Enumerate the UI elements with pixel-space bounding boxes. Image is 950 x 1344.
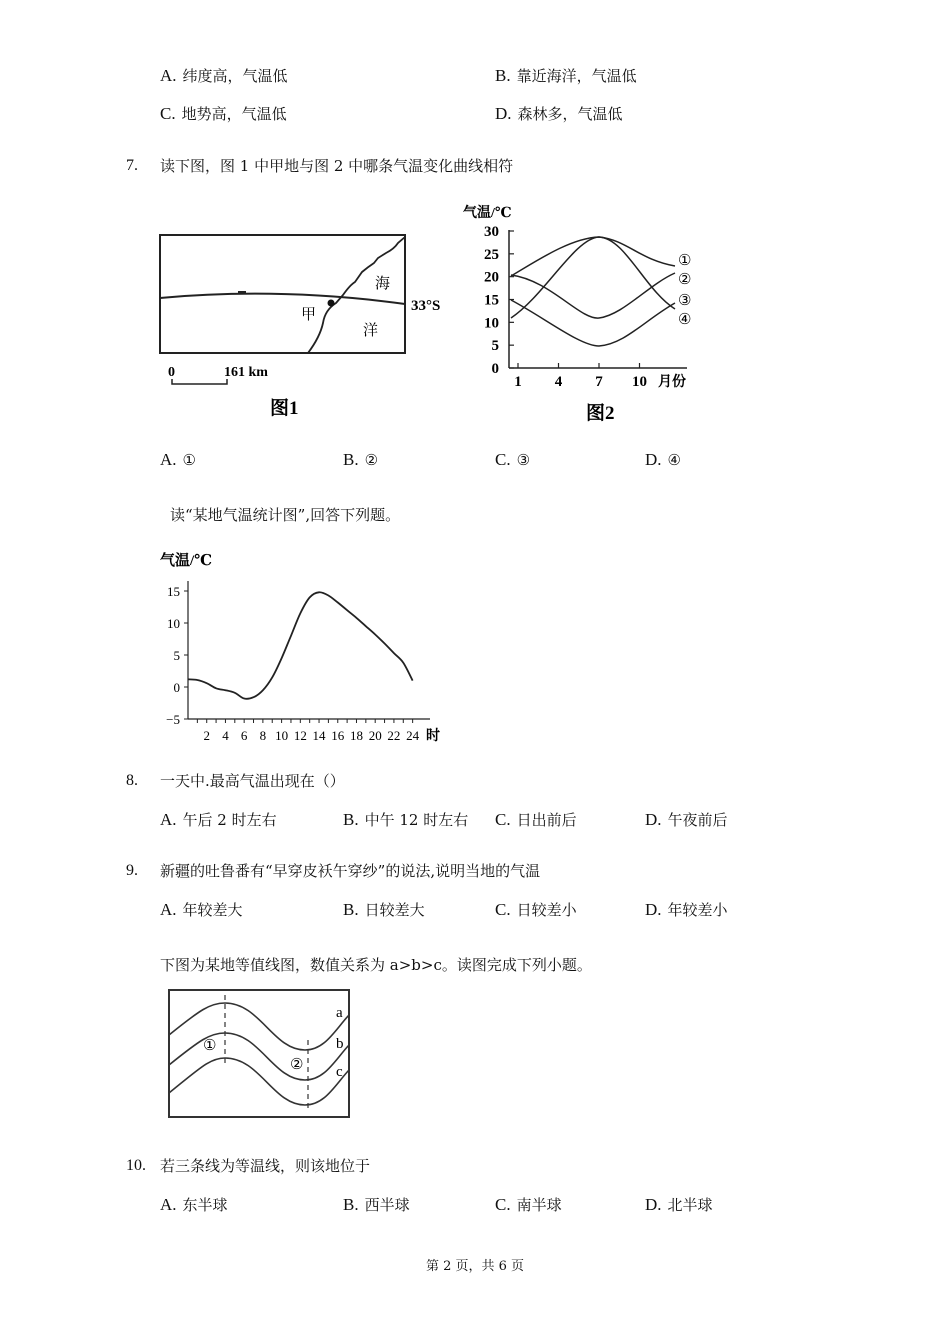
q7-number: 7.: [126, 157, 138, 174]
isoline-frame: [169, 990, 349, 1117]
latitude-tick: [238, 291, 246, 293]
daily-temperature-chart: [150, 545, 450, 745]
fig2-y-axis-label: 气温/℃: [463, 206, 512, 221]
q10-option-c[interactable]: C. 南半球: [495, 1195, 562, 1214]
temp-y-tick-label: 10: [167, 616, 180, 631]
temp-x-tick-label: 6: [240, 728, 248, 743]
q6-option-b[interactable]: B. 靠近海洋，气温低: [495, 66, 637, 85]
temp-x-tick-label: 22: [387, 728, 401, 743]
temp-x-tick-label: 2: [203, 728, 210, 743]
temp-series-line: [188, 592, 413, 699]
fig2-y-tick-label: 30: [484, 224, 499, 240]
temp-x-tick-label: 18: [349, 728, 363, 743]
q7-option-d[interactable]: D. ④: [645, 450, 681, 469]
isoline-label-a: a: [336, 1005, 343, 1021]
jia-point-marker: [328, 300, 335, 307]
figure-1-caption: 图1: [270, 398, 299, 419]
q6-option-a[interactable]: A. 纬度高，气温低: [160, 66, 288, 85]
temp-y-tick-label: 0: [173, 680, 180, 695]
temp-y-tick-label: 15: [167, 584, 180, 599]
figure-2-caption: 图2: [586, 403, 615, 424]
jia-label: 甲: [301, 307, 317, 323]
q7-figure-1-map: [150, 225, 450, 425]
q10-option-d[interactable]: D. 北半球: [645, 1195, 713, 1214]
q7-option-c[interactable]: C. ③: [495, 450, 531, 469]
temp-x-tick-label: 8: [259, 728, 267, 743]
fig2-x-tick-label: 4: [554, 374, 563, 390]
temp-y-tick-label: −5: [166, 712, 180, 727]
fig2-curve-label-2: ②: [678, 272, 692, 288]
scale-zero: 0: [168, 365, 175, 380]
fig2-y-tick-label: 5: [491, 338, 499, 355]
temp-y-tick-label: 5: [173, 648, 180, 663]
temp-x-tick-label: 24: [406, 728, 420, 743]
q10-option-a[interactable]: A. 东半球: [160, 1195, 228, 1214]
temp-chart-intro: 读“某地气温统计图”,回答下列题。: [170, 506, 401, 524]
q9-stem: 新疆的吐鲁番有“早穿皮袄午穿纱”的说法,说明当地的气温: [160, 862, 541, 880]
temp-x-tick-label: 10: [275, 728, 289, 743]
fig2-curve-1: [511, 237, 675, 276]
q6-option-d[interactable]: D. 森林多，气温低: [495, 104, 623, 123]
fig2-y-tick-label: 15: [484, 292, 499, 309]
scale-bar: [172, 379, 227, 384]
sea-label: 海: [375, 276, 391, 292]
fig2-y-tick-label: 25: [484, 246, 499, 263]
temp-x-tick-label: 16: [331, 728, 345, 743]
q7-option-b[interactable]: B. ②: [343, 450, 379, 469]
fig2-curve-3: [511, 237, 675, 318]
q9-number: 9.: [126, 862, 138, 879]
q8-option-a[interactable]: A. 午后 2 时左右: [160, 810, 277, 829]
q10-stem: 若三条线为等温线，则该地位于: [160, 1157, 371, 1175]
q8-option-b[interactable]: B. 中午 12 时左右: [343, 810, 469, 829]
temp-y-axis-label: 气温/℃: [160, 553, 213, 569]
isoline-marker-2: ②: [290, 1057, 304, 1073]
q6-option-c[interactable]: C. 地势高，气温低: [160, 104, 287, 123]
isoline-intro: 下图为某地等值线图，数值关系为 a>b>c。读图完成下列小题。: [160, 956, 592, 974]
fig2-y-tick-label: 20: [484, 269, 499, 286]
q7-option-a[interactable]: A. ①: [160, 450, 196, 469]
temp-x-unit: 时: [426, 729, 440, 744]
isoline-label-b: b: [336, 1036, 344, 1052]
temp-x-tick-label: 20: [368, 728, 382, 743]
fig2-y-tick-label: 10: [484, 315, 499, 332]
isoline-b: [169, 1033, 349, 1080]
q9-option-a[interactable]: A. 年较差大: [160, 900, 243, 919]
temp-x-tick-label: 4: [222, 728, 229, 743]
fig2-curve-label-4: ④: [678, 312, 692, 328]
isoline-c: [169, 1058, 349, 1105]
q8-option-d[interactable]: D. 午夜前后: [645, 810, 728, 829]
fig2-x-tick-label: 10: [632, 374, 647, 390]
isoline-a: [169, 1003, 349, 1050]
q8-stem: 一天中.最高气温出现在（）: [160, 772, 345, 790]
temp-x-tick-label: 12: [293, 728, 307, 743]
fig2-x-tick-label: 7: [595, 374, 603, 390]
q9-option-c[interactable]: C. 日较差小: [495, 900, 577, 919]
scale-label: 161 km: [224, 365, 268, 380]
fig2-x-tick-label: 1: [514, 374, 522, 390]
isoline-label-c: c: [336, 1064, 343, 1080]
temp-x-tick-label: 14: [312, 728, 326, 743]
q7-stem: 读下图，图 1 中甲地与图 2 中哪条气温变化曲线相符: [160, 157, 514, 175]
fig2-curve-label-1: ①: [678, 253, 692, 269]
page-footer: 第 2 页，共 6 页: [425, 1259, 525, 1274]
ocean-label: 洋: [363, 323, 379, 339]
fig2-curve-4: [511, 300, 675, 346]
q10-option-b[interactable]: B. 西半球: [343, 1195, 410, 1214]
isoline-marker-1: ①: [203, 1038, 217, 1054]
q8-number: 8.: [126, 772, 138, 789]
fig2-x-unit: 月份: [658, 375, 686, 390]
isoline-figure: [165, 985, 365, 1120]
q9-option-b[interactable]: B. 日较差大: [343, 900, 425, 919]
fig2-curve-label-3: ③: [678, 293, 692, 309]
q7-figure-2-chart: [455, 200, 695, 430]
latitude-line: [160, 294, 405, 304]
latitude-label: 33°S: [411, 298, 441, 314]
fig2-y-tick-label: 0: [491, 361, 499, 377]
q8-option-c[interactable]: C. 日出前后: [495, 810, 577, 829]
q10-number: 10.: [126, 1157, 146, 1174]
q9-option-d[interactable]: D. 年较差小: [645, 900, 728, 919]
